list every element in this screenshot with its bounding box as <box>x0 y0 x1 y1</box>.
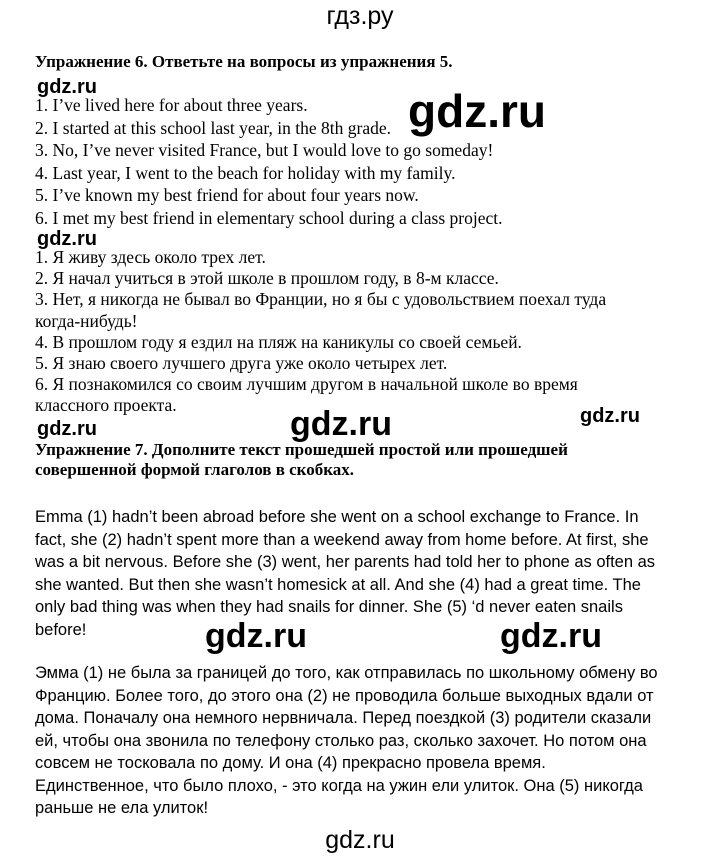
answer-en-2: 2. I started at this school last year, in the 8th grade. <box>35 117 392 138</box>
answer-en-6: 6. I met my best friend in elementary school during a class project. <box>35 207 503 228</box>
answer-ru-3: 3. Нет, я никогда не бывал во Франции, но я бы с удовольствием поехал туда когда-нибудь! <box>35 289 607 331</box>
watermark: gdz.ru <box>205 617 307 655</box>
answer-en-4: 4. Last year, I went to the beach for holiday with my family. <box>35 162 456 183</box>
answer-en-3: 3. No, I’ve never visited France, but I would love to go someday! <box>35 140 494 160</box>
site-header: гдз.ру <box>326 2 394 30</box>
watermark: gdz.ru <box>580 405 640 427</box>
watermark: gdz.ru <box>37 76 97 98</box>
answer-ru-6: 6. Я познакомился со своим лучшим другом в начальной школе во время классного проекта. <box>35 374 578 416</box>
watermark: gdz.ru <box>408 85 546 137</box>
exercise-6-title: Упражнение 6. Ответьте на вопросы из упражнения 5. <box>35 52 453 71</box>
answer-ru-1: 1. Я живу здесь около трех лет. <box>35 247 266 267</box>
footer-watermark: gdz.ru <box>325 826 395 854</box>
answer-ru-2: 2. Я начал учиться в этой школе в прошлом году, в 8-м классе. <box>35 268 499 289</box>
answer-en-5: 5. I’ve known my best friend for about four years now. <box>35 185 419 205</box>
exercise-7-russian-text: Эмма (1) не была за границей до того, как отправилась по школьному обмену во Францию. Более того, до этого она (2) не проводила больше выходных вдали от дома. Поначалу она немного нервничала. Перед поездкой (3) родители сказали ей, чтобы она звонила по телефону столько раз, сколько захочет. Но потом она совсем не тосковала по дому. И она (4) прекрасно провела время. Единственное, что было плохо, - это когда на ужин ели улиток. Она (5) никогда раньше не ела улиток! <box>35 664 658 817</box>
watermark: gdz.ru <box>37 228 97 250</box>
answer-en-1: 1. I’ve lived here for about three years. <box>35 95 308 115</box>
answer-ru-5: 5. Я знаю своего лучшего друга уже около четырех лет. <box>35 353 448 374</box>
exercise-7-english-text: Emma (1) hadn’t been abroad before she went on a school exchange to France. In fact, she (2) hadn’t spent more than a weekend away from home before. At first, she was a bit nervous. Before she (3) went, her parents had told her to phone as often as she wanted. But then she wasn’t homesick at all. And she (4) had a great time. The only bad thing was when they had snails for dinner. She (5) ‘d never eaten snails before! <box>35 508 656 639</box>
watermark: gdz.ru <box>290 405 392 443</box>
watermark: gdz.ru <box>500 617 602 655</box>
answer-ru-4: 4. В прошлом году я ездил на пляж на каникулы со своей семьей. <box>35 331 522 352</box>
watermark: gdz.ru <box>37 418 97 440</box>
exercise-7-title: Упражнение 7. Дополните текст прошедшей простой или прошедшей совершенной формой глаголов в скобках. <box>35 440 568 479</box>
exercise-6-russian-answers <box>35 247 655 417</box>
